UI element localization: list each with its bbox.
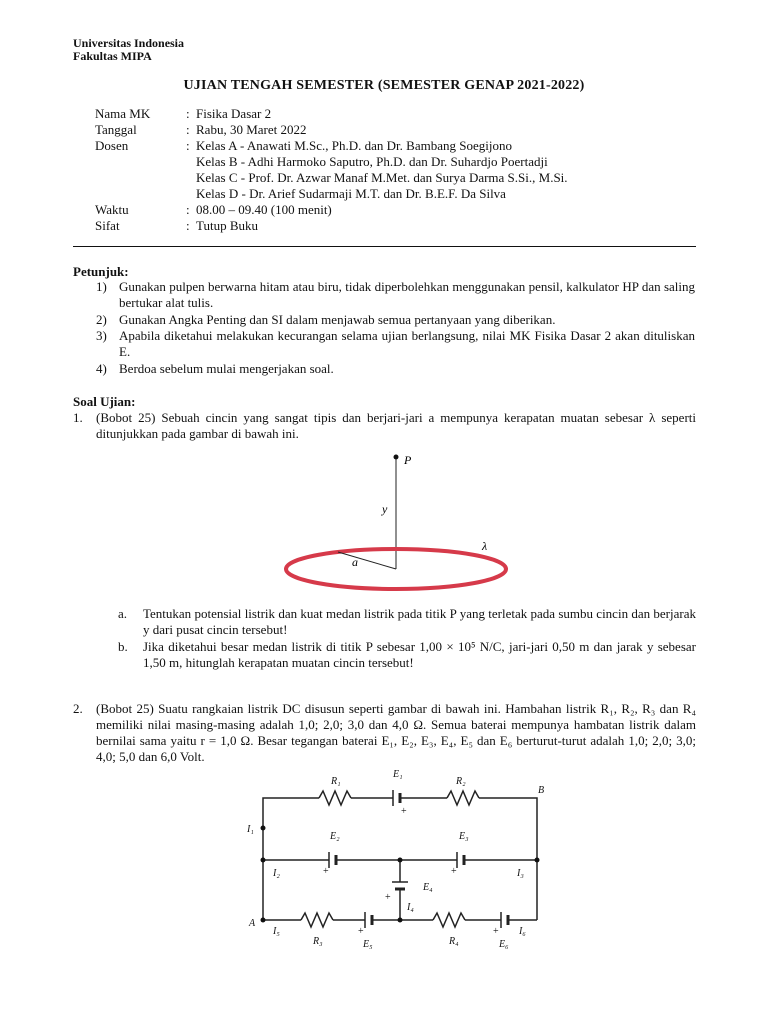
item-number: 2) xyxy=(96,312,107,327)
info-key: Sifat xyxy=(95,218,120,233)
polarity-plus: + xyxy=(385,892,391,903)
label-p: P xyxy=(404,453,412,467)
info-value: Kelas A - Anawati M.Sc., Ph.D. dan Dr. Bambang Soegijono xyxy=(196,138,512,153)
question-number: 2. xyxy=(73,701,83,716)
polarity-plus: + xyxy=(451,866,457,877)
label-i6: I₆ xyxy=(519,926,526,937)
question-text: (Bobot 25) Sebuah cincin yang sangat tipis dan berjari-jari a mempunya kerapatan muatan sebesar λ seperti ditunjukkan pada gambar di bawah ini. xyxy=(96,410,696,441)
junction-dot xyxy=(535,858,540,863)
label-lambda: λ xyxy=(482,539,488,553)
instructions-heading: Petunjuk: xyxy=(73,264,129,279)
info-value: Kelas D - Dr. Arief Sudarmaji M.T. dan Dr. B.E.F. Da Silva xyxy=(196,186,506,201)
polarity-plus: + xyxy=(493,926,499,937)
info-row xyxy=(0,186,768,202)
info-key: Tanggal xyxy=(95,122,137,137)
polarity-plus: + xyxy=(323,866,329,877)
part-number: a. xyxy=(118,606,128,621)
info-value: Rabu, 30 Maret 2022 xyxy=(196,122,307,137)
polarity-plus: + xyxy=(358,926,364,937)
radius-line xyxy=(338,552,396,569)
label-e3: E₃ xyxy=(459,831,469,842)
item-number: 4) xyxy=(96,361,107,376)
info-key: Waktu xyxy=(95,202,129,217)
info-row: Sifat : Tutup Buku xyxy=(95,218,259,233)
label-r1: R₁ xyxy=(331,776,341,787)
label-e5: E₅ xyxy=(363,939,373,950)
label-e4: E₄ xyxy=(423,882,433,893)
question-number: 1. xyxy=(73,410,83,425)
item-number: 1) xyxy=(96,279,107,294)
item-text: Gunakan Angka Penting dan SI dalam menjawab semua pertanyaan yang diberikan. xyxy=(119,312,556,327)
info-row: Tanggal : Rabu, 30 Maret 2022 xyxy=(95,122,307,137)
questions-heading: Soal Ujian: xyxy=(73,394,136,409)
exam-title: UJIAN TENGAH SEMESTER (SEMESTER GENAP 2021-2022) xyxy=(183,78,585,93)
label-a: a xyxy=(352,555,358,569)
info-row: Nama MK : Fisika Dasar 2 xyxy=(95,106,272,121)
part-text: Tentukan potensial listrik dan kuat medan listrik pada titik P yang terletak pada sumbu cincin dan berjarak y dari pusat cincin tersebut! xyxy=(143,606,696,637)
info-value: Kelas B - Adhi Harmoko Saputro, Ph.D. dan Dr. Suhardjo Poertadji xyxy=(196,154,548,169)
part-number: b. xyxy=(118,639,128,654)
info-row: Dosen : Kelas A - Anawati M.Sc., Ph.D. dan Dr. Bambang Soegijono xyxy=(95,138,512,153)
item-text: Gunakan pulpen berwarna hitam atau biru, tidak diperbolehkan menggunakan pensil, kalkulator HP dan saling bertukar alat tulis. xyxy=(119,279,695,310)
junction-dot xyxy=(398,918,403,923)
ring-figure xyxy=(270,445,530,595)
label-i2: I₂ xyxy=(273,868,280,879)
info-key: Nama MK xyxy=(95,106,151,121)
label-i3: I₃ xyxy=(517,868,524,879)
item-number: 3) xyxy=(96,328,107,343)
label-r2: R₂ xyxy=(456,776,466,787)
info-row xyxy=(0,170,768,186)
label-b: B xyxy=(538,785,545,796)
info-row xyxy=(0,154,768,170)
junction-dot xyxy=(261,858,266,863)
label-i1: I₁ xyxy=(247,824,254,835)
label-i4: I₄ xyxy=(407,902,414,913)
part-text: Jika diketahui besar medan listrik di titik P sebesar 1,00 × 10⁵ N/C, jari-jari 0,50 m dan jarak y sebesar 1,50 m, hitunglah kerapatan muatan cincin tersebut! xyxy=(143,639,696,670)
dc-circuit-diagram xyxy=(235,760,565,960)
item-text: Berdoa sebelum mulai mengerjakan soal. xyxy=(119,361,334,376)
info-value: Kelas C - Prof. Dr. Azwar Manaf M.Met. dan Surya Darma S.Si., M.Si. xyxy=(196,170,568,185)
university-name: Universitas Indonesia xyxy=(73,36,185,50)
info-value: 08.00 – 09.40 (100 menit) xyxy=(196,202,332,217)
label-e2: E₂ xyxy=(330,831,340,842)
resistor-r1 xyxy=(319,791,351,805)
label-i5: I₅ xyxy=(273,926,280,937)
junction-dot xyxy=(261,826,266,831)
info-value: Tutup Buku xyxy=(196,218,259,233)
question-text: (Bobot 25) Suatu rangkaian listrik DC disusun seperti gambar di bawah ini. Hambahan listrik R₁, R₂, R₃ dan R₄ memiliki nilai masing-masing adalah 1,0; 2,0; 3,0 dan 4,0 Ω. Semua baterai mempunya hambatan listrik dalam bernilai sama yaitu r = 1,0 Ω. Besar tegangan baterai E₁, E₂, E₃, E₄, E₅ dan E₆ berturut-turut adalah 1,0; 2,0; 3,0; 4,0; 5,0 dan 6,0 Volt. xyxy=(96,701,696,764)
info-key: Dosen xyxy=(95,138,129,153)
label-y: y xyxy=(382,502,388,516)
polarity-plus: + xyxy=(401,806,407,817)
faculty-name: Fakultas MIPA xyxy=(73,49,152,63)
label-r3: R₃ xyxy=(313,936,323,947)
label-r4: R₄ xyxy=(449,936,459,947)
label-a: A xyxy=(249,918,256,929)
info-row: Waktu : 08.00 – 09.40 (100 menit) xyxy=(95,202,332,217)
resistor-r3 xyxy=(301,913,333,927)
item-text: Apabila diketahui melakukan kecurangan selama ujian berlangsung, nilai MK Fisika Dasar 2 akan dituliskan E. xyxy=(119,328,695,359)
info-value: Fisika Dasar 2 xyxy=(196,106,272,121)
point-p xyxy=(394,455,399,460)
junction-dot xyxy=(398,858,403,863)
exam-info-table xyxy=(0,0,768,240)
label-e6: E₆ xyxy=(499,939,509,950)
label-e1: E₁ xyxy=(393,769,403,780)
junction-dot xyxy=(261,918,266,923)
resistor-r4 xyxy=(433,913,465,927)
wire xyxy=(263,798,319,828)
resistor-r2 xyxy=(447,791,479,805)
header-divider xyxy=(73,246,696,247)
